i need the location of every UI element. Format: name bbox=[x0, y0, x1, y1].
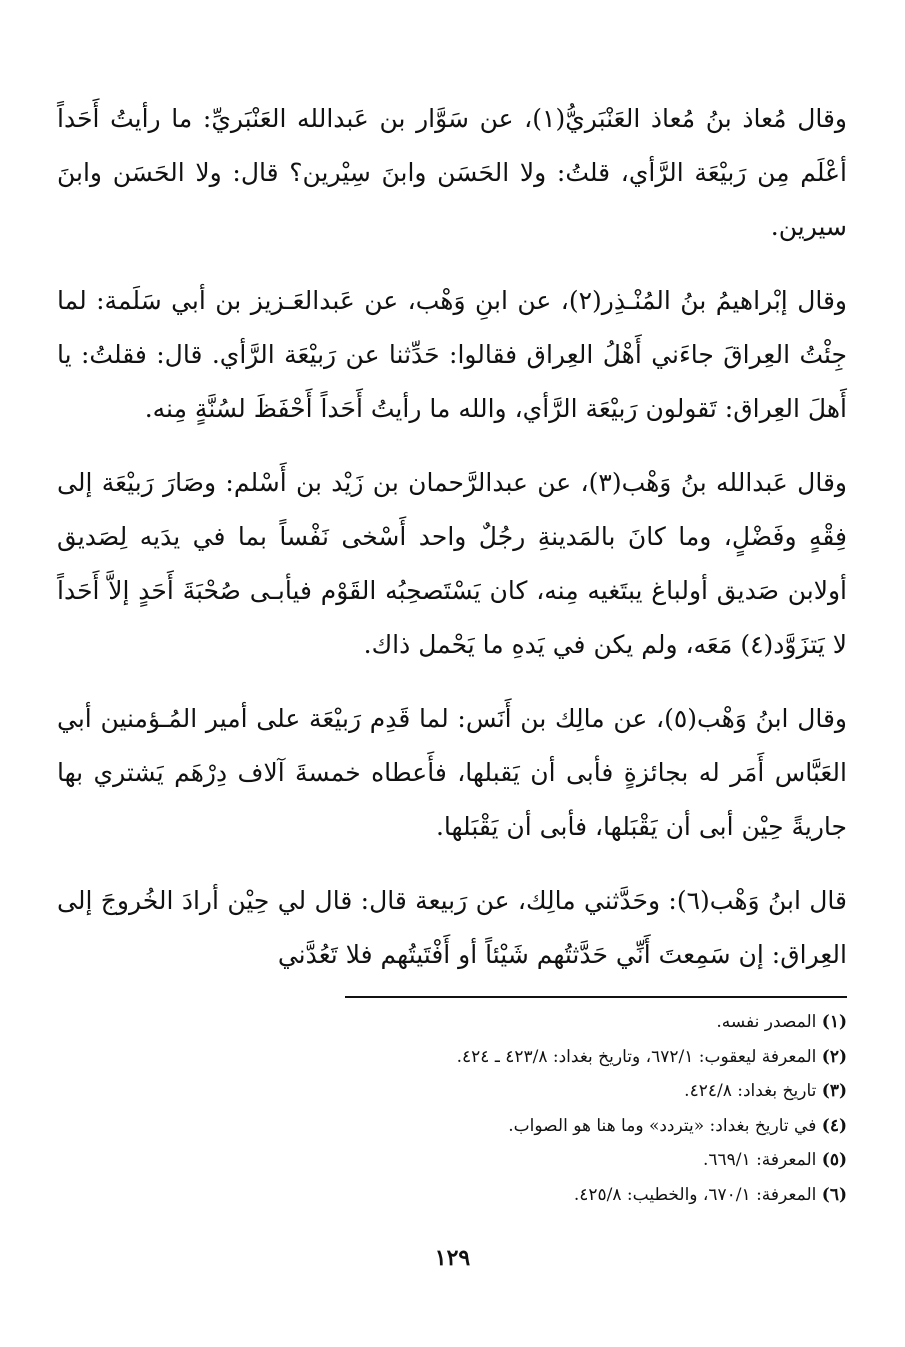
footnote-text: المعرفة: ٦٧٠/١، والخطيب: ٤٢٥/٨. bbox=[573, 1184, 817, 1205]
footnote-number: (٢) bbox=[821, 1046, 847, 1067]
footnote-number: (١) bbox=[821, 1012, 847, 1032]
paragraph-4: وقال ابنُ وَهْب(٥)، عن مالِك بن أَنَس: لما قَدِم رَبيْعَة على أمير المُـؤمنين أبي العَبَّاس أَمَر له بجائزةٍ فأبى أن يَقبلها، فأَعطاه خمسةَ آلاف دِرْهَم يَشتري بها جاريةً حِيْن أبى أن يَقْبَلها، فأبى أن يَقْبَلها. bbox=[57, 704, 847, 841]
footnote-number: (٣) bbox=[821, 1081, 847, 1101]
footnote-divider bbox=[345, 996, 847, 998]
footnote-text: في تاريخ بغداد: «يتردد» وما هنا هو الصواب. bbox=[508, 1115, 817, 1136]
footnote-item bbox=[57, 1005, 847, 1040]
footnotes bbox=[57, 1005, 847, 1212]
footnote-item bbox=[57, 1040, 847, 1075]
footnote-item bbox=[57, 1109, 847, 1144]
footnote-text: المعرفة ليعقوب: ٦٧٢/١، وتاريخ بغداد: ٤٢٣/٨ ـ ٤٢٤. bbox=[456, 1046, 817, 1067]
footnote-text: المصدر نفسه. bbox=[716, 1012, 817, 1032]
paragraph-3: وقال عَبدالله بنُ وَهْب(٣)، عن عبدالرَّحمان بن زَيْد بن أَسْلم: وصَارَ رَبيْعَة إلى فِقْهٍ وفَضْلٍ، وما كانَ بالمَدينةِ رجُلٌ واحد أَسْخى نَفْساً بما في يدَيه لِصَديق أولابن صَديق أولباغ يبتَغيه مِنه، كان يَسْتَصحِبُه القَوْم فيأبـى صُحْبَةَ أَحَدٍ إلاَّ أَحَداً لا يَتزَوَّد(٤) مَعَه، ولم يكن في يَدهِ ما يَحْمل ذاك. bbox=[57, 468, 847, 659]
footnote-number: (٦) bbox=[821, 1184, 847, 1205]
footnote-item bbox=[57, 1143, 847, 1178]
footnote-number: (٥) bbox=[821, 1150, 847, 1170]
paragraph-1: وقال مُعاذ بنُ مُعاذ العَنْبَريُّ(١)، عن سَوَّار بن عَبدالله العَنْبَريِّ: ما رأيتُ أَحَداً أعْلَم مِن رَبيْعَة الرَّأي، قلتُ: ولا الحَسَن وابنَ سِيْرين؟ قال: ولا الحَسَن وابنَ سيرين. bbox=[57, 104, 847, 241]
footnote-text: المعرفة: ٦٦٩/١. bbox=[703, 1150, 817, 1170]
footnote-item bbox=[57, 1178, 847, 1213]
main-text bbox=[57, 92, 847, 1002]
footnote-text: تاريخ بغداد: ٤٢٤/٨. bbox=[684, 1081, 817, 1101]
footnote-number: (٤) bbox=[821, 1115, 847, 1136]
page-number: ١٢٩ bbox=[434, 1245, 471, 1271]
footnote-item bbox=[57, 1074, 847, 1109]
paragraph-2: وقال إبْراهيمُ بنُ المُنْـذِر(٢)، عن ابنِ وَهْب، عن عَبدالعَـزيز بن أبي سَلَمة: لما جِئْتُ العِراقَ جاءَني أَهْلُ العِراق فقالوا: حَدِّثنا عن رَبيْعَة الرَّأي. قال: فقلتُ: يا أَهلَ العِراق: تَقولون رَبيْعَة الرَّأي، والله ما رأيتُ أَحَداً أَحْفَظَ لسُنَّةٍ مِنه. bbox=[57, 286, 847, 423]
paragraph-5: قال ابنُ وَهْب(٦): وحَدَّثني مالِك، عن رَبيعة قال: قال لي حِيْن أرادَ الخُروجَ إلى العِراق: إن سَمِعتَ أَنِّي حَدَّثتُهم شَيْئاً أو أَفْتَيتُهم فلا تَعُدَّني bbox=[57, 886, 848, 969]
